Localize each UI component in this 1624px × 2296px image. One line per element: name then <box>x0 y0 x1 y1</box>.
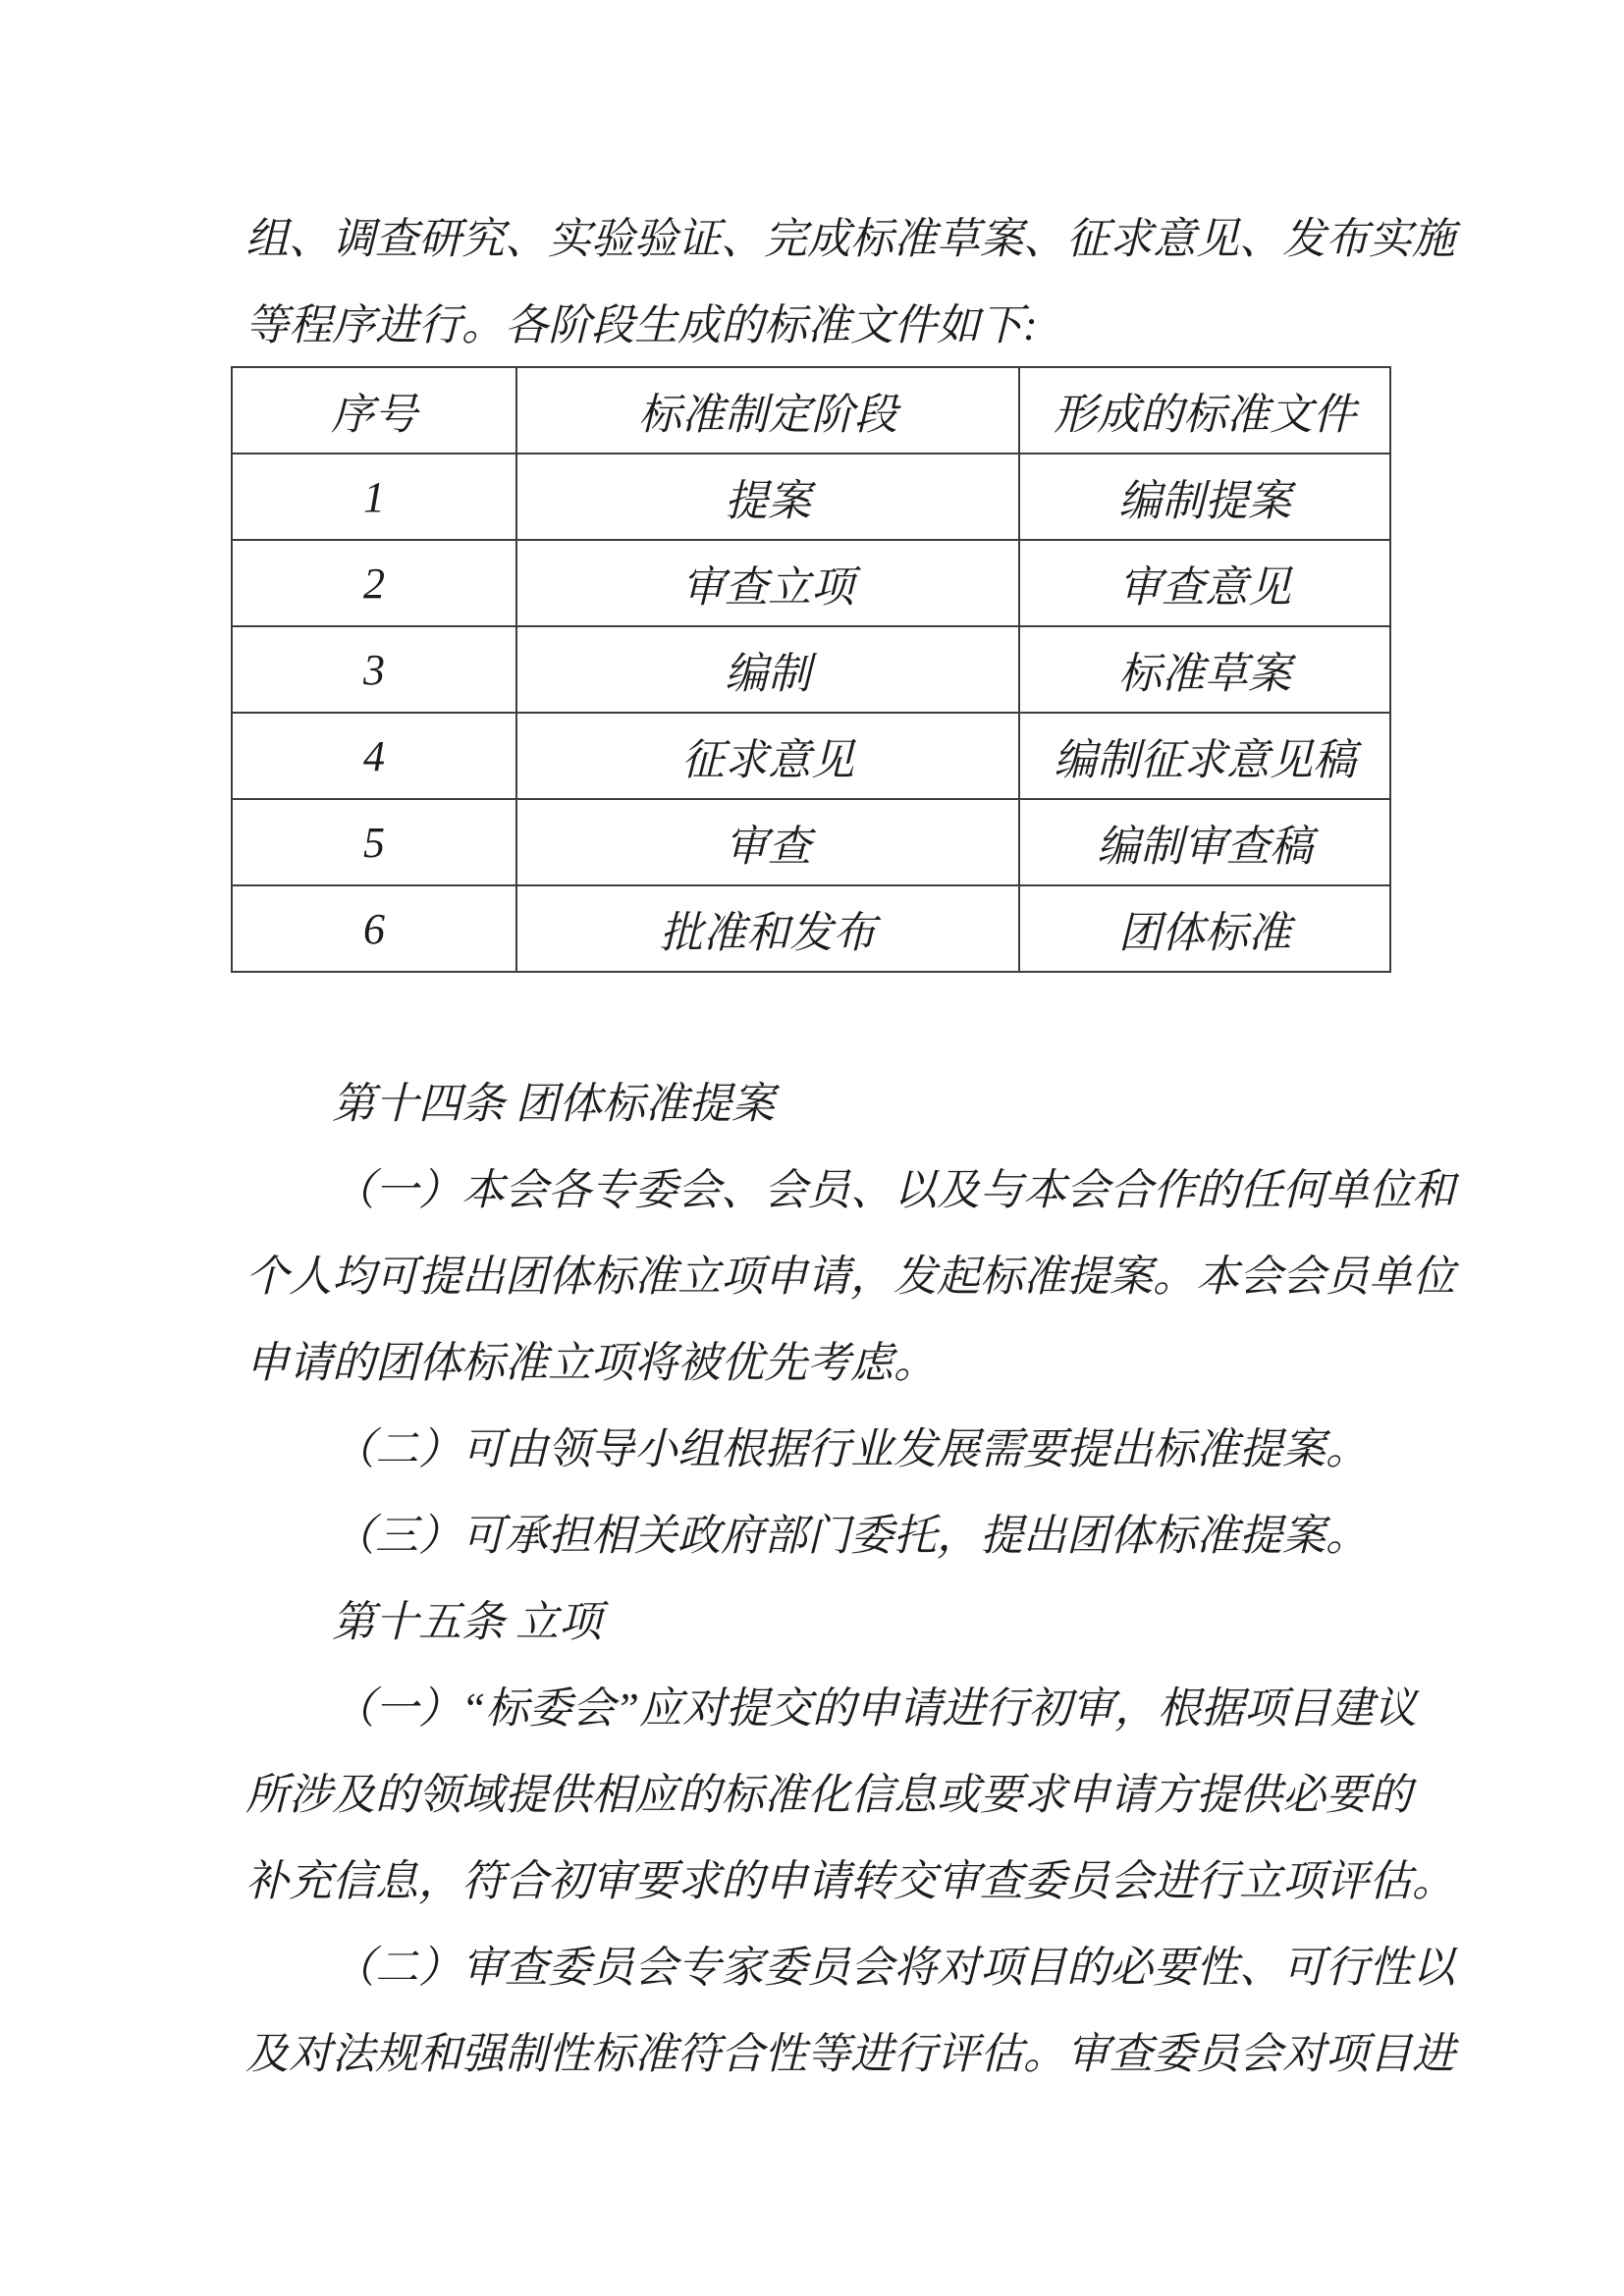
body-line: 补充信息，符合初审要求的申请转交审查委员会进行立项评估。 <box>245 1857 1455 1905</box>
table-cell: 1 <box>232 454 516 540</box>
table-row <box>232 713 1390 799</box>
table-cell: 4 <box>232 713 516 799</box>
standards-table <box>231 366 1391 973</box>
table-cell: 批准和发布 <box>516 885 1019 972</box>
table-cell: 审查 <box>516 799 1019 885</box>
body-line: 所涉及的领域提供相应的标准化信息或要求申请方提供必要的 <box>245 1771 1412 1819</box>
table-cell: 提案 <box>516 454 1019 540</box>
table-header-cell: 标准制定阶段 <box>516 367 1019 454</box>
intro-line: 组、调查研究、实验验证、完成标准草案、征求意见、发布实施 <box>245 215 1455 263</box>
table-header-cell: 形成的标准文件 <box>1019 367 1390 454</box>
intro-paragraph <box>245 196 1457 369</box>
table-row <box>232 885 1390 972</box>
body-line: （一）本会各专委会、会员、以及与本会合作的任何单位和 <box>332 1166 1455 1214</box>
table-cell: 编制征求意见稿 <box>1019 713 1390 799</box>
table-cell: 3 <box>232 626 516 713</box>
body-line: （一）“标委会”应对提交的申请进行初审，根据项目建议 <box>332 1684 1417 1733</box>
table-cell: 编制 <box>516 626 1019 713</box>
table-cell: 编制提案 <box>1019 454 1390 540</box>
body-line: （二）可由领导小组根据行业发展需要提出标准提案。 <box>332 1425 1369 1473</box>
table-cell: 标准草案 <box>1019 626 1390 713</box>
body-line: 第十四条 团体标准提案 <box>332 1080 775 1128</box>
table-cell: 团体标准 <box>1019 885 1390 972</box>
table-cell: 审查立项 <box>516 540 1019 626</box>
table-header-row <box>232 367 1390 454</box>
body-line: （二）审查委员会专家委员会将对项目的必要性、可行性以 <box>332 1944 1455 1992</box>
table-row <box>232 626 1390 713</box>
body-line: 个人均可提出团体标准立项申请，发起标准提案。本会会员单位 <box>245 1253 1455 1301</box>
table-cell: 审查意见 <box>1019 540 1390 626</box>
table-cell: 2 <box>232 540 516 626</box>
body-line: （三）可承担相关政府部门委托，提出团体标准提案。 <box>332 1512 1369 1560</box>
table-row <box>232 540 1390 626</box>
table-cell: 5 <box>232 799 516 885</box>
table-cell: 编制审查稿 <box>1019 799 1390 885</box>
table-header-cell: 序号 <box>232 367 516 454</box>
table-row <box>232 454 1390 540</box>
body-paragraphs <box>245 1061 1457 2098</box>
table-cell: 6 <box>232 885 516 972</box>
table-cell: 征求意见 <box>516 713 1019 799</box>
intro-line: 等程序进行。各阶段生成的标准文件如下: <box>245 301 1038 349</box>
table-row <box>232 799 1390 885</box>
body-line: 第十五条 立项 <box>332 1598 602 1646</box>
body-line: 及对法规和强制性标准符合性等进行评估。审查委员会对项目进 <box>245 2030 1455 2078</box>
body-line: 申请的团体标准立项将被优先考虑。 <box>245 1339 937 1387</box>
